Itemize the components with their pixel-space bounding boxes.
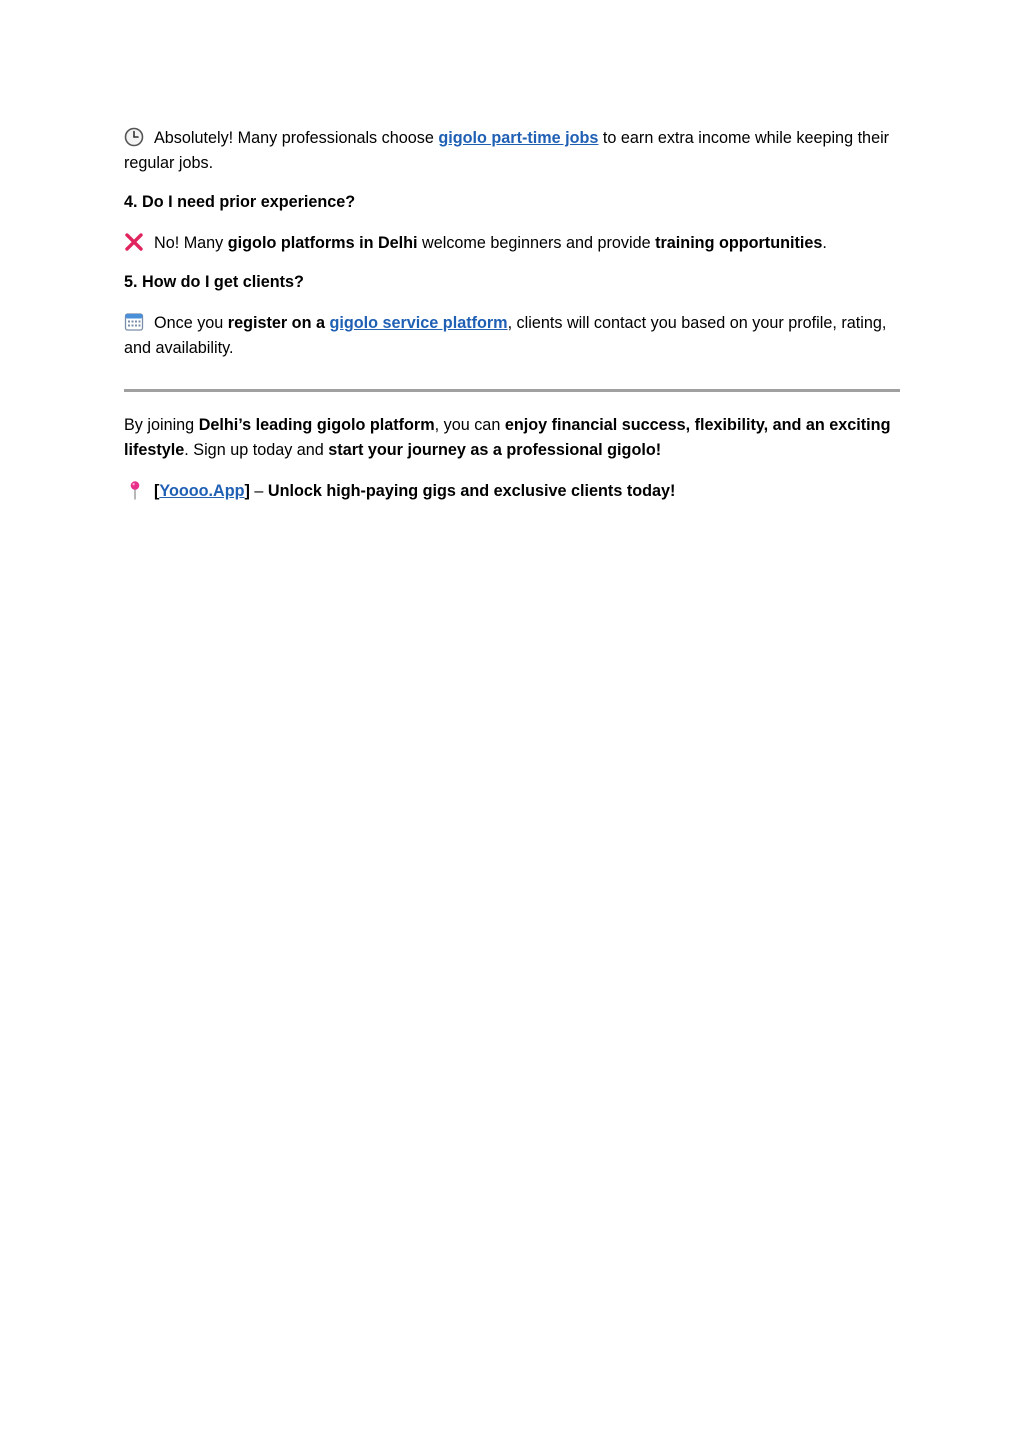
answer-3-text-pre: Absolutely! Many professionals choose bbox=[154, 129, 439, 147]
cta-dash: – bbox=[249, 482, 268, 500]
horizontal-divider bbox=[124, 389, 900, 392]
cta-text: Unlock high-paying gigs and exclusive clients today! bbox=[267, 482, 676, 500]
yoooo-app-link[interactable]: Yoooo.App bbox=[159, 482, 245, 500]
answer-3-text-post: to earn extra income while keeping their regular jobs. bbox=[124, 129, 890, 172]
enjoy-financial-success-text: enjoy financial success, flexibility, and an exciting lifestyle bbox=[124, 416, 891, 459]
pushpin-icon bbox=[124, 480, 146, 500]
register-on-a-text: register on a bbox=[227, 314, 330, 332]
answer-4-text-mid: welcome beginners and provide bbox=[417, 234, 656, 252]
cta-bracket-open: [ bbox=[154, 482, 160, 500]
closing-text-pre: By joining bbox=[124, 416, 199, 434]
answer-3-paragraph bbox=[124, 126, 900, 176]
answer-4-paragraph bbox=[124, 231, 900, 256]
question-4-heading: 4. Do I need prior experience? bbox=[124, 193, 356, 211]
question-5-heading: 5. How do I get clients? bbox=[124, 273, 304, 291]
start-your-journey-text: start your journey as a professional gigolo! bbox=[328, 441, 662, 459]
delhis-leading-gigolo-platform-text: Delhi’s leading gigolo platform bbox=[198, 416, 435, 434]
gigolo-service-platform-link[interactable]: gigolo service platform bbox=[329, 314, 508, 332]
training-opportunities-text: training opportunities bbox=[655, 234, 823, 252]
answer-5-paragraph bbox=[124, 311, 900, 361]
answer-4-text-pre: No! Many bbox=[154, 234, 228, 252]
closing-paragraph bbox=[124, 413, 900, 463]
gigolo-part-time-jobs-link[interactable]: gigolo part-time jobs bbox=[438, 129, 599, 147]
answer-5-text-pre: Once you bbox=[154, 314, 228, 332]
answer-5-text-post: , clients will contact you based on your profile, rating, and availability. bbox=[124, 314, 887, 357]
cta-bracket-close: ] bbox=[244, 482, 250, 500]
gigolo-platforms-in-delhi-text: gigolo platforms in Delhi bbox=[227, 234, 418, 252]
answer-4-text-post: . bbox=[822, 234, 827, 252]
cross-mark-icon bbox=[124, 232, 146, 252]
cta-paragraph bbox=[124, 479, 900, 504]
closing-text-mid-2: . Sign up today and bbox=[184, 441, 329, 459]
closing-text-mid-1: , you can bbox=[434, 416, 505, 434]
clock-icon bbox=[124, 127, 146, 147]
calendar-icon bbox=[124, 312, 146, 332]
